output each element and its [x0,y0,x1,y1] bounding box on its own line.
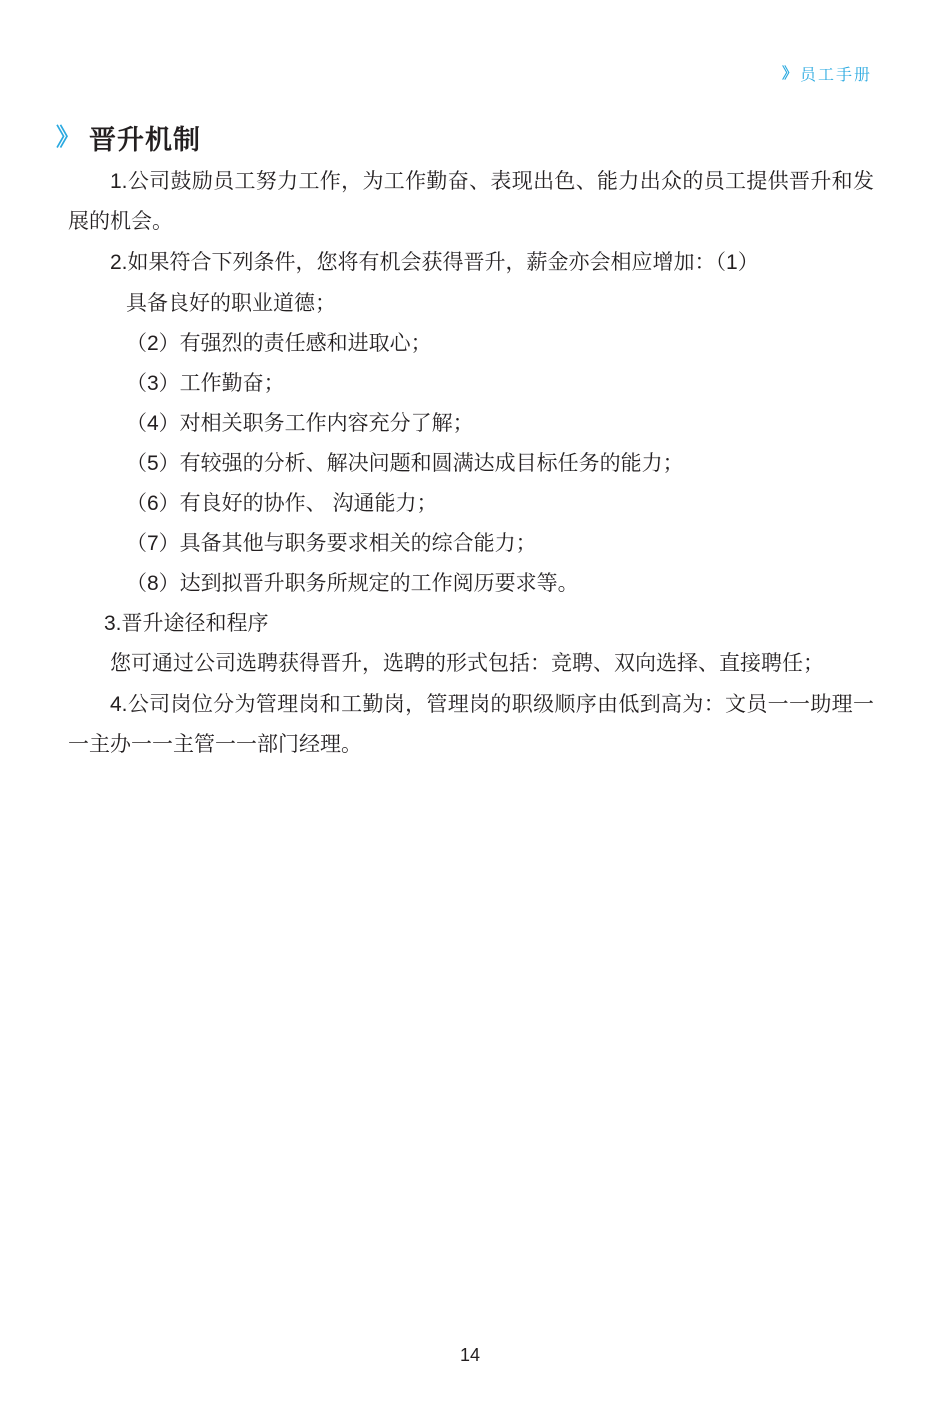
paragraph-3: 3.晋升途径和程序 [104,612,269,635]
page-number: 14 [459,1345,481,1365]
list-item: （5）有较强的分析、解决问题和圆满达成目标任务的能力； [126,452,684,475]
paragraph-1: 1.公司鼓励员工努力工作，为工作勤奋、表现出色、能力出众的员工提供晋升和发展的机会。 [68,170,874,233]
list-item: （4）对相关职务工作内容充分了解； [126,412,474,435]
chevron-right-icon: 》 [56,123,75,151]
page-title [56,118,201,157]
list-item: （6）有良好的协作、 沟通能力； [126,492,438,515]
page-content [68,162,874,766]
paragraph-5: 4.公司岗位分为管理岗和工勤岗，管理岗的职级顺序由低到高为：文员一一助理一一主办一一主管一一部门经理。 [68,693,874,756]
page-header [782,62,872,85]
paragraph-2: 2.如果符合下列条件，您将有机会获得晋升，薪金亦会相应增加：（1） [110,251,759,274]
list-item: 具备良好的职业道德； [126,292,336,315]
paragraph-4: 您可通过公司选聘获得晋升，选聘的形式包括：竞聘、双向选择、直接聘任； [110,652,824,675]
page-title-text: 晋升机制 [89,125,201,155]
list-item: （2）有强烈的责任感和进取心； [126,332,432,355]
header-label: 员工手册 [799,67,872,84]
list-item: （3）工作勤奋； [126,372,285,395]
list-item: （7）具备其他与职务要求相关的综合能力； [126,532,537,555]
list-item: （8）达到拟晋升职务所规定的工作阅历要求等。 [126,572,579,595]
chevron-right-icon: 》 [781,65,794,82]
page-footer [0,1345,940,1366]
